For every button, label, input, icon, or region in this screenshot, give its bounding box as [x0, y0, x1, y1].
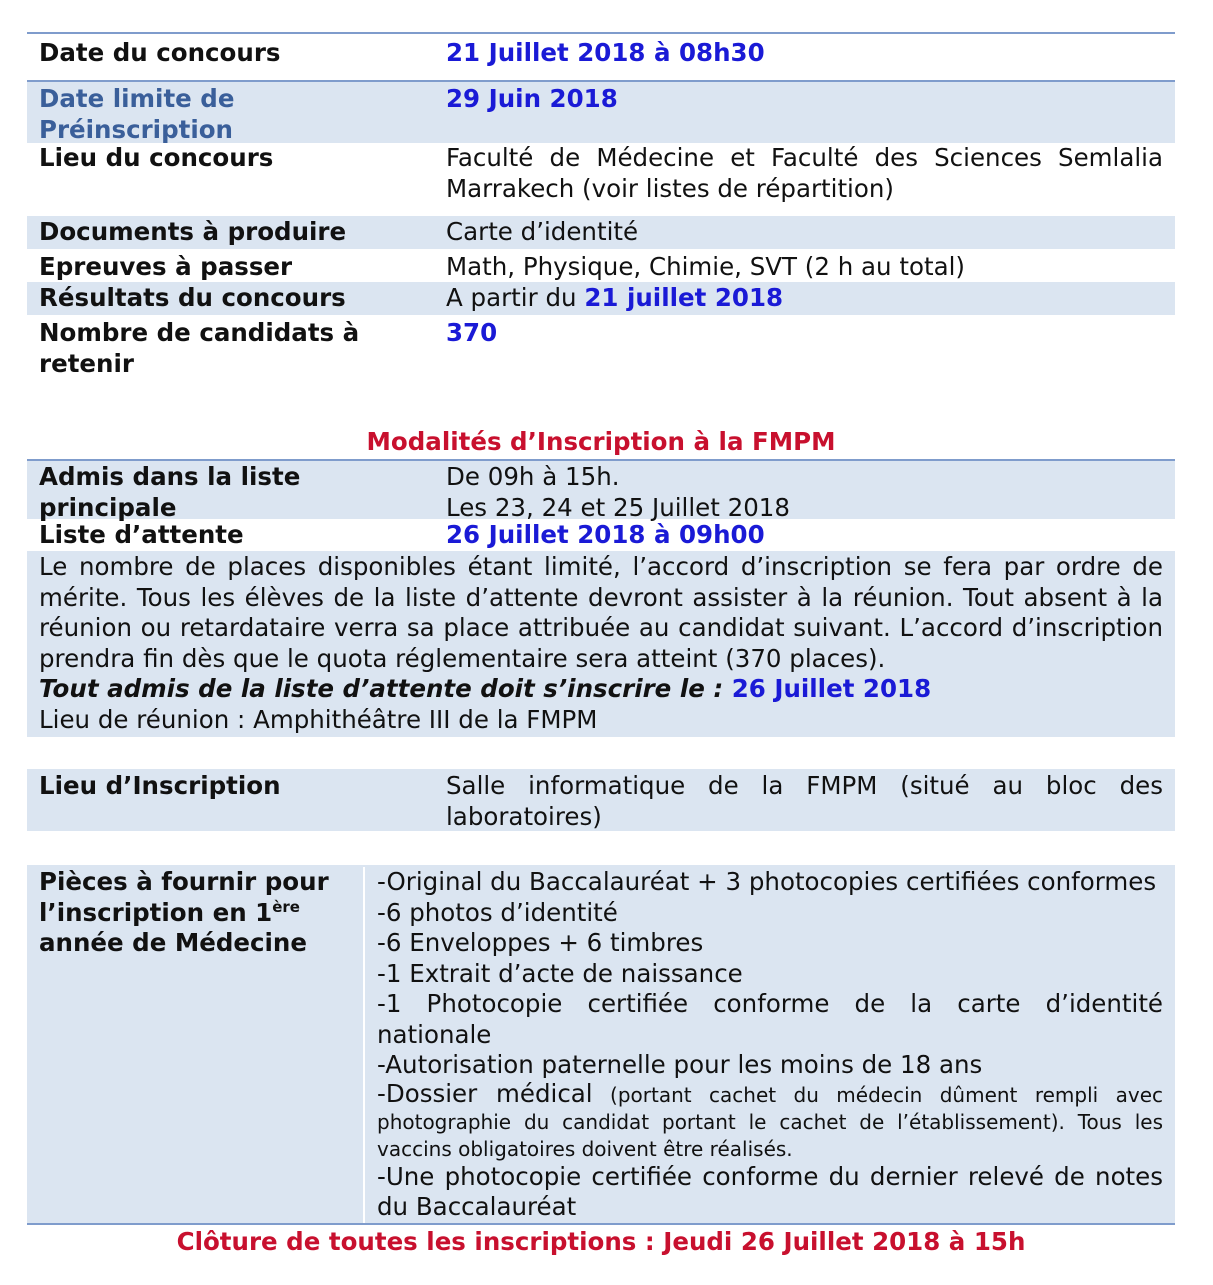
value-admis: [434, 462, 1175, 522]
value-resultats: [434, 283, 1175, 315]
dossier-main: -Dossier médical: [377, 1078, 593, 1108]
pieces-label-a: Pièces à fournir pour l’inscription en 1: [39, 867, 329, 927]
label-lieu-concours: Lieu du concours: [39, 143, 274, 172]
piece-item: -Original du Baccalauréat + 3 photocopies certifiées conformes: [377, 867, 1157, 896]
piece-item-dossier: [377, 1078, 1163, 1162]
piece-item: -6 Enveloppes + 6 timbres: [377, 928, 704, 957]
closing-notice: Clôture de toutes les inscriptions : Jeudi 26 Juillet 2018 à 15h: [176, 1226, 1026, 1256]
resultats-date: 21 juillet 2018: [584, 283, 784, 312]
piece-item: -1 Photocopie certifiée conforme de la carte d’identité nationale: [377, 989, 1163, 1049]
label-date-concours: Date du concours: [39, 38, 281, 67]
row-lieu-concours: [27, 143, 1175, 216]
row-pieces: [27, 865, 1175, 1225]
attente-must-line: [39, 674, 1163, 705]
attente-details: [27, 551, 1175, 737]
admis-dates: Les 23, 24 et 25 Juillet 2018: [446, 492, 790, 522]
attente-must-date: 26 Juillet 2018: [731, 674, 932, 703]
piece-item: -Autorisation paternelle pour les moins de 18 ans: [377, 1050, 983, 1079]
value-nombre-candidats: 370: [446, 318, 498, 347]
admis-hours: De 09h à 15h.: [446, 462, 620, 491]
row-attente: [27, 519, 1175, 551]
value-lieu-inscription: Salle informatique de la FMPM (situé au bloc des laboratoires): [446, 771, 1163, 831]
label-lieu-inscription: Lieu d’Inscription: [39, 771, 281, 800]
row-lieu-inscription: [27, 769, 1175, 831]
label-admis: Admis dans la liste principale: [39, 462, 301, 522]
value-date-concours: 21 Juillet 2018 à 08h30: [446, 38, 765, 67]
piece-item: -Une photocopie certifiée conforme du dernier relevé de notes du Baccalauréat: [377, 1161, 1163, 1221]
attente-must-text: Tout admis de la liste d’attente doit s’inscrire le :: [39, 674, 732, 703]
label-resultats: Résultats du concours: [39, 283, 346, 312]
label-nombre-candidats: Nombre de candidats à retenir: [39, 318, 360, 378]
label-epreuves: Epreuves à passer: [39, 252, 293, 281]
reunion-location: Lieu de réunion : Amphithéâtre III de la FMPM: [39, 704, 598, 734]
label-attente: Liste d’attente: [39, 520, 244, 549]
pieces-label-sup: ère: [272, 897, 300, 916]
resultats-prefix: A partir du: [446, 283, 585, 312]
piece-item: -6 photos d’identité: [377, 897, 618, 927]
value-lieu-concours: Faculté de Médecine et Faculté des Sciences Semlalia Marrakech (voir listes de répartition): [446, 143, 1163, 203]
label-date-limite: Date limite de Préinscription: [39, 84, 235, 144]
row-epreuves: [27, 249, 1175, 282]
label-documents: Documents à produire: [39, 217, 347, 246]
row-admis: [27, 459, 1175, 522]
document-page: [27, 0, 1175, 1257]
value-attente: 26 Juillet 2018 à 09h00: [446, 520, 765, 549]
dossier-detail: (portant cachet du médecin dûment rempli avec photographie du candidat portant le cachet de l’établissement). Tous les vaccins obligatoires doivent être réalisés.: [377, 1082, 1163, 1161]
attente-text: Le nombre de places disponibles étant limité, l’accord d’inscription se fera par ordre de mérite. Tous les élèves de la liste d’attente devront assister à la réunion. Tout absent à la réunion ou retardataire verra sa place attribuée au candidat suivant. L’accord d’inscription prendra fin dès que le quota réglementaire sera atteint (370 places).: [39, 552, 1163, 673]
row-date-limite: [27, 80, 1175, 143]
value-documents: Carte d’identité: [446, 217, 639, 246]
row-resultats: [27, 282, 1175, 315]
label-pieces: [27, 867, 363, 1223]
modalites-title: Modalités d’Inscription à la FMPM: [366, 427, 836, 456]
value-epreuves: Math, Physique, Chimie, SVT (2 h au total): [446, 252, 965, 281]
row-documents: [27, 216, 1175, 249]
row-date-concours: [27, 32, 1175, 80]
value-date-limite: 29 Juin 2018: [446, 84, 618, 113]
pieces-list: [363, 867, 1175, 1223]
pieces-label-b: année de Médecine: [39, 928, 307, 957]
row-nombre-candidats: [27, 315, 1175, 385]
piece-item: -1 Extrait d’acte de naissance: [377, 958, 743, 988]
